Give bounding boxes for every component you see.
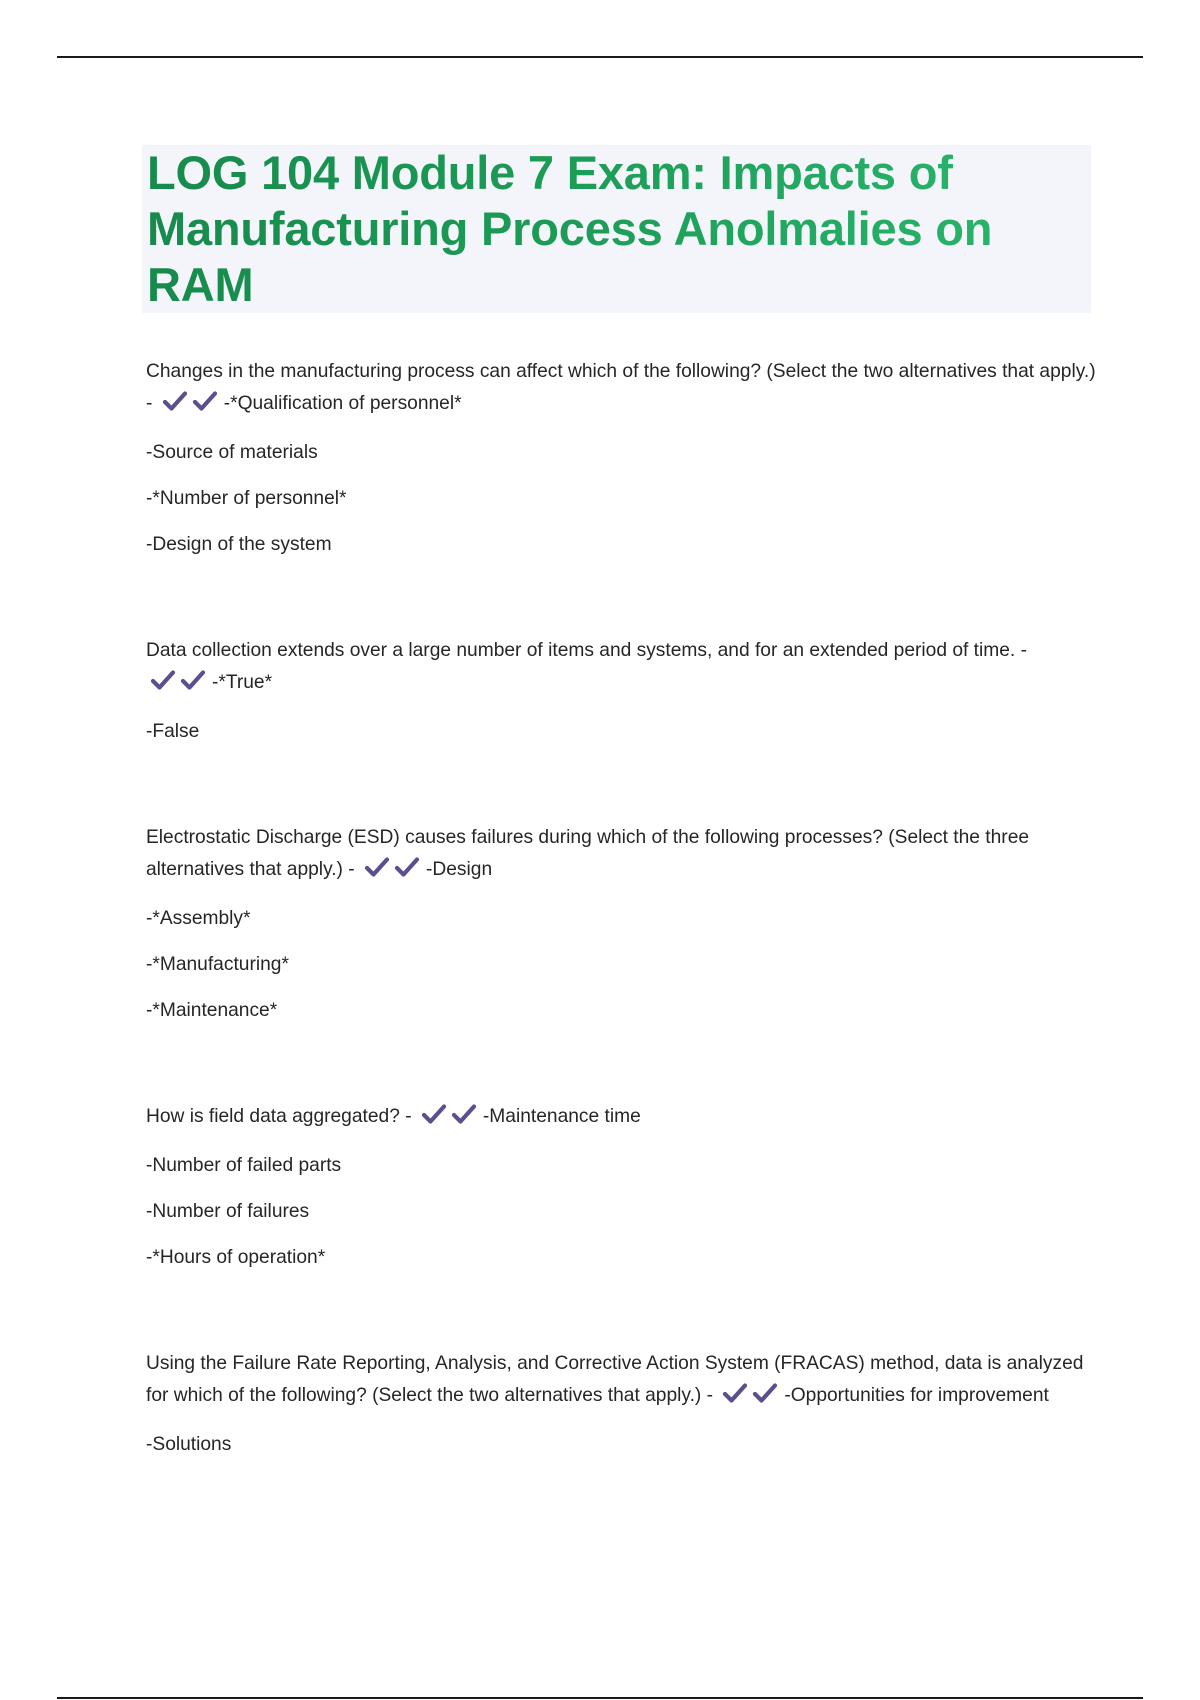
option-text: -Maintenance time [482, 1106, 641, 1127]
option-text: -Number of failures [146, 1201, 310, 1222]
question-block [146, 356, 1096, 561]
checkmark-icon [752, 1382, 778, 1404]
option-text: -*Hours of operation* [146, 1247, 326, 1268]
question-list [146, 356, 1096, 1535]
option-text: -False [146, 721, 200, 742]
checkmark-icon [421, 1103, 447, 1125]
title-banner [142, 145, 1091, 313]
answer-marker [364, 856, 424, 889]
checkmark-icon [192, 390, 218, 412]
question-prompt: How is field data aggregated? - [146, 1106, 417, 1127]
checkmark-icon [364, 856, 390, 878]
question-prompt: Changes in the manufacturing process can affect which of the following? (Select the two alternatives that apply.) - [146, 361, 1096, 414]
question-block [146, 822, 1096, 1027]
option-text: -Opportunities for improvement [784, 1385, 1049, 1406]
checkmark-icon [162, 390, 188, 412]
option-text: -*True* [212, 672, 273, 693]
document-title: LOG 104 Module 7 Exam: Impacts of Manufacturing Process Anolmalies on RAM [142, 145, 1091, 313]
option-text: -Design [426, 859, 493, 880]
answer-marker [150, 669, 210, 702]
option-text: -*Qualification of personnel* [223, 393, 462, 414]
option-text: -*Number of personnel* [146, 488, 347, 509]
answer-marker [421, 1103, 481, 1136]
checkmark-icon [150, 669, 176, 691]
option-text: -*Assembly* [146, 908, 251, 929]
question-block [146, 1348, 1096, 1461]
question-block [146, 1101, 1096, 1274]
bottom-rule [57, 1697, 1143, 1699]
question-prompt: Electrostatic Discharge (ESD) causes failures during which of the following processes? (Select the three alternatives that apply.) - [146, 827, 1030, 880]
question-text [146, 356, 1096, 423]
question-text [146, 1348, 1096, 1415]
question-text [146, 1101, 1096, 1136]
option-text: -Source of materials [146, 442, 318, 463]
answer-marker [162, 390, 222, 423]
answer-marker [722, 1382, 782, 1415]
top-rule [57, 56, 1143, 58]
question-prompt: Data collection extends over a large number of items and systems, and for an extended period of time. - [146, 640, 1027, 661]
option-text: -*Maintenance* [146, 1000, 278, 1021]
question-block [146, 635, 1096, 748]
option-text: -Design of the system [146, 534, 332, 555]
option-text: -Solutions [146, 1434, 232, 1455]
checkmark-icon [180, 669, 206, 691]
option-text: -Number of failed parts [146, 1155, 342, 1176]
checkmark-icon [451, 1103, 477, 1125]
question-text [146, 635, 1096, 702]
option-text: -*Manufacturing* [146, 954, 289, 975]
checkmark-icon [394, 856, 420, 878]
question-text [146, 822, 1096, 889]
question-prompt: Using the Failure Rate Reporting, Analysis, and Corrective Action System (FRACAS) method, data is analyzed for which of the following? (Select the two alternatives that apply.) - [146, 1353, 1084, 1406]
checkmark-icon [722, 1382, 748, 1404]
